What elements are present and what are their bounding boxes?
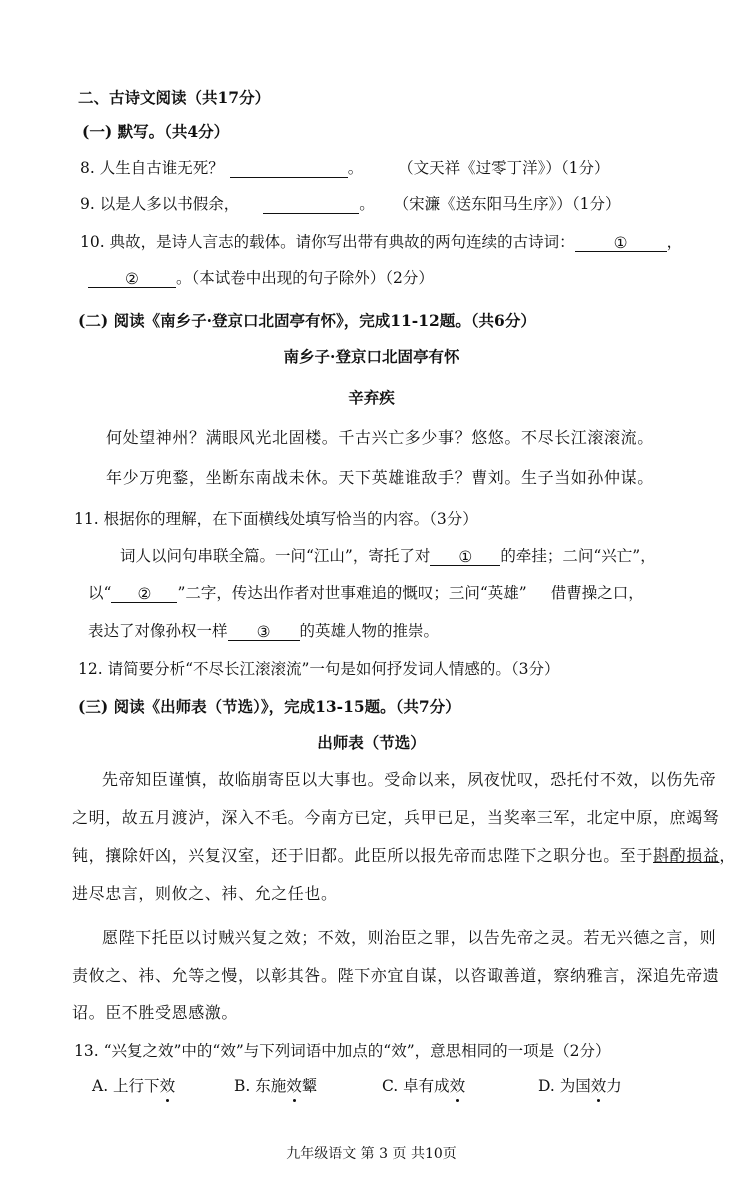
option-b-text: B. 东施 [234, 1077, 287, 1095]
q11-text-e: 借曹操之口， [550, 584, 644, 602]
poem-title: 南乡子·登京口北固亭有怀 [283, 347, 460, 366]
q11-text-a: 词人以问句串联全篇。一问“江山”，寄托了对 [120, 547, 431, 565]
q8-prompt: 8. 人生自古谁无死？ [80, 159, 224, 177]
q10-blank-1[interactable] [575, 233, 667, 252]
passage-p1-line3 [72, 846, 736, 866]
q11-blank-2[interactable] [111, 584, 177, 603]
option-d-text: D. 为国 [538, 1077, 591, 1095]
question-13: 13. “兴复之效”中的“效”与下列词语中加点的“效”，意思相同的一项是（2分） [74, 1042, 611, 1060]
option-a[interactable] [92, 1076, 175, 1096]
poem-author: 辛弃疾 [348, 388, 395, 407]
q9-prompt: 9. 以是人多以书假余， [80, 195, 240, 213]
q9-source: （宋濂《送东阳马生序》）（1分） [393, 195, 621, 213]
q11-line-3 [88, 621, 439, 641]
passage-text: 钝，攘除奸凶，兴复汉室，还于旧都。此臣所以报先帝而忠陛下之职分也。至于 [72, 846, 654, 865]
part1-title: (一) 默写。（共4分） [82, 122, 230, 141]
passage-p1-line1: 先帝知臣谨慎，故临崩寄臣以大事也。受命以来，夙夜忧叹，恐托付不效，以伤先帝 [102, 770, 717, 789]
q11-text-c: 以“ [88, 584, 112, 602]
option-d-tail: 力 [606, 1077, 622, 1095]
q10-comma: ， [666, 233, 683, 251]
question-8 [80, 158, 610, 178]
q11-line-1 [120, 546, 656, 566]
question-10-line2 [88, 268, 434, 288]
q9-blank[interactable] [263, 195, 359, 214]
dotted-char: 效 [590, 1077, 607, 1095]
text-title: 出师表（节选） [317, 733, 426, 752]
passage-p1-line4: 进尽忠言，则攸之、祎、允之任也。 [72, 884, 338, 903]
section-title: 二、古诗文阅读（共17分） [78, 88, 271, 107]
question-10 [80, 232, 682, 252]
underlined-phrase: 斟酌损益 [653, 846, 720, 865]
q8-end: 。 [347, 159, 364, 177]
q8-source: （文天祥《过零丁洋》）（1分） [398, 159, 610, 177]
dotted-char: 效 [449, 1077, 466, 1095]
part2-title: (二) 阅读《南乡子·登京口北固亭有怀》，完成11-12题。（共6分） [78, 311, 536, 330]
dotted-char: 效 [159, 1077, 176, 1095]
dotted-char: 效 [286, 1077, 302, 1095]
q11-marker-3: ③ [256, 623, 271, 641]
q10-marker-2: ② [125, 270, 139, 288]
q11-blank-1[interactable] [430, 547, 500, 566]
option-c[interactable] [382, 1076, 465, 1096]
q11-text-b: 的牵挂；二问“兴亡”， [500, 547, 656, 565]
option-b[interactable] [234, 1076, 317, 1096]
q10-note: 。（本试卷中出现的句子除外）（2分） [176, 269, 434, 287]
q11-line-2 [88, 583, 644, 603]
q10-prompt: 10. 典故，是诗人言志的载体。请你写出带有典故的两句连续的古诗词： [80, 233, 575, 251]
question-11: 11. 根据你的理解，在下面横线处填写恰当的内容。（3分） [74, 510, 478, 528]
q9-end: 。 [359, 195, 375, 213]
q10-marker-1: ① [613, 234, 628, 252]
question-12: 12. 请简要分析“不尽长江滚滚流”一句是如何抒发词人情感的。（3分） [78, 660, 560, 678]
q11-marker-1: ① [458, 548, 473, 566]
q11-text-g: 的英雄人物的推崇。 [299, 622, 440, 640]
q11-marker-2: ② [137, 585, 152, 603]
passage-comma: ， [719, 846, 737, 865]
question-9 [80, 194, 621, 214]
q11-text-d: ”二字，传达出作者对世事难追的慨叹；三问“英雄” [177, 584, 527, 602]
q10-blank-2[interactable] [88, 269, 176, 288]
poem-line-2: 年少万兜鍪，坐断东南战未休。天下英雄谁敌手？曹刘。生子当如孙仲谋。 [106, 468, 654, 487]
option-b-tail: 颦 [301, 1077, 318, 1095]
passage-p2-line2: 责攸之、祎、允等之慢，以彰其咎。陛下亦宜自谋，以咨诹善道，察纳雅言，深追先帝遗 [72, 966, 720, 985]
page-footer: 九年级语文 第 3 页 共10页 [286, 1146, 457, 1162]
q8-blank[interactable] [230, 159, 348, 178]
q11-text-f: 表达了对像孙权一样 [88, 622, 228, 640]
poem-line-1: 何处望神州？满眼风光北固楼。千古兴亡多少事？悠悠。不尽长江滚滚流。 [106, 428, 654, 447]
passage-p2-line1: 愿陛下托臣以讨贼兴复之效；不效，则治臣之罪，以告先帝之灵。若无兴德之言，则 [102, 928, 717, 947]
option-a-text: A. 上行下 [92, 1077, 160, 1095]
option-d[interactable] [538, 1076, 622, 1096]
passage-p1-line2: 之明，故五月渡泸，深入不毛。今南方已定，兵甲已足，当奖率三军，北定中原，庶竭驽 [72, 808, 720, 827]
part3-title: (三) 阅读《出师表（节选）》，完成13-15题。（共7分） [78, 697, 461, 716]
option-c-text: C. 卓有成 [382, 1077, 450, 1095]
passage-p2-line3: 诏。臣不胜受恩感激。 [72, 1003, 239, 1022]
q11-blank-3[interactable] [228, 622, 300, 641]
